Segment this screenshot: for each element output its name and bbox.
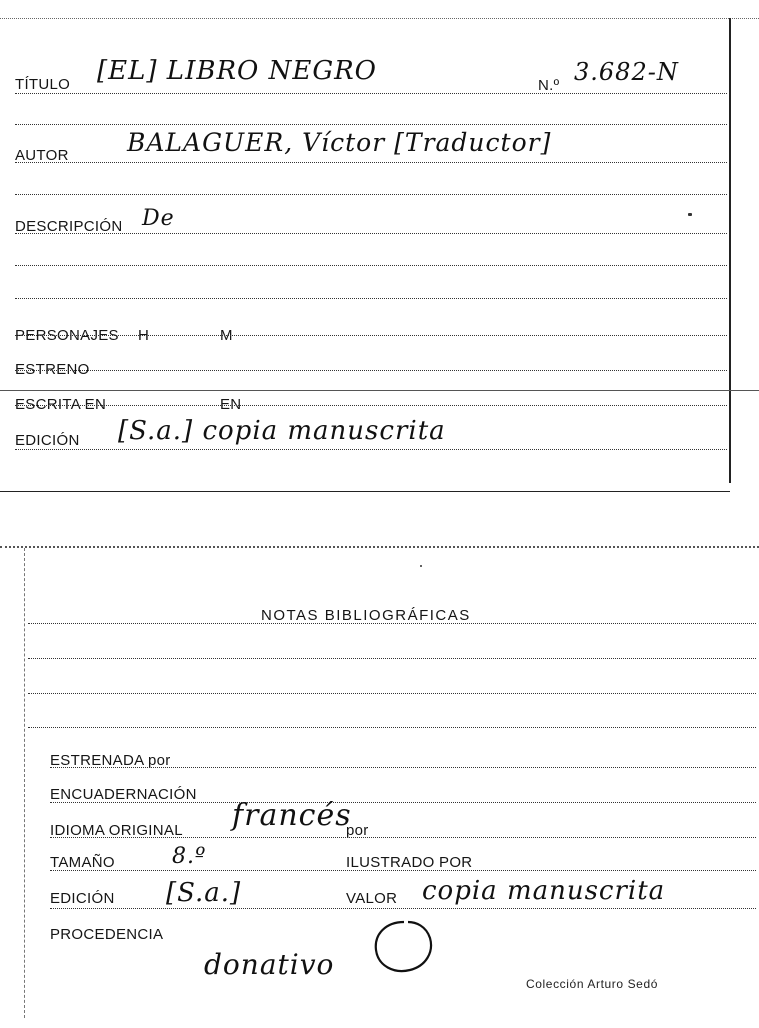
tamano-value: 8.º <box>172 844 207 869</box>
edicion-line <box>15 449 727 450</box>
personajes-label: PERSONAJES <box>15 327 119 344</box>
card-right-edge <box>729 18 731 483</box>
rule-line <box>15 298 727 299</box>
encuadernacion-label: ENCUADERNACIÓN <box>50 786 197 803</box>
rule-line <box>28 727 756 728</box>
autor-line <box>15 162 727 163</box>
tamano-label: TAMAÑO <box>50 854 115 871</box>
rule-line <box>15 124 727 125</box>
catalog-card-bottom <box>0 530 759 1028</box>
card-bottom-edge <box>0 491 730 492</box>
descripcion-line <box>15 233 727 234</box>
edicion-label: EDICIÓN <box>50 890 115 907</box>
personajes-h: H <box>138 327 150 344</box>
encuadernacion-line <box>50 802 756 803</box>
titulo-value: [EL] LIBRO NEGRO <box>97 56 377 86</box>
autor-label: AUTOR <box>15 147 69 164</box>
idioma-line <box>50 837 756 838</box>
rule-line <box>28 693 756 694</box>
card-top-edge <box>0 546 759 548</box>
edicion-line <box>50 908 756 909</box>
rule-line <box>15 265 727 266</box>
numero-label: N.º <box>538 77 560 94</box>
titulo-line <box>15 93 727 94</box>
estrenada-label: ESTRENADA por <box>50 752 171 769</box>
autor-value: BALAGUER, Víctor [Traductor] <box>127 128 552 157</box>
catalog-card-top <box>0 0 759 500</box>
personajes-m: M <box>220 327 233 344</box>
por-label: por <box>346 822 369 839</box>
edicion-value: [S.a.] copia manuscrita <box>118 416 446 446</box>
rule-line <box>28 658 756 659</box>
tamano-line <box>50 870 756 871</box>
descripcion-label: DESCRIPCIÓN <box>15 218 123 235</box>
ink-dot <box>688 213 692 216</box>
titulo-label: TÍTULO <box>15 76 71 93</box>
escrita-line <box>15 405 727 406</box>
card-left-edge <box>24 548 25 1018</box>
edicion-value: [S.a.] <box>166 878 242 908</box>
notas-label: NOTAS BIBLIOGRÁFICAS <box>261 607 471 624</box>
valor-label: VALOR <box>346 890 398 907</box>
estrenada-line <box>50 767 756 768</box>
escrita-en-label: ESCRITA EN <box>15 396 107 413</box>
card-top-edge <box>0 18 759 19</box>
notas-line <box>28 623 756 624</box>
descripcion-value: De <box>142 206 175 231</box>
edicion-label: EDICIÓN <box>15 432 80 449</box>
procedencia-label: PROCEDENCIA <box>50 926 164 943</box>
ink-dot <box>420 565 422 567</box>
procedencia-value: donativo <box>204 948 335 981</box>
fold-line <box>0 390 759 391</box>
idioma-label: IDIOMA ORIGINAL <box>50 822 183 839</box>
rule-line <box>15 194 727 195</box>
idioma-value: francés <box>232 798 352 833</box>
stamp-circle-icon <box>368 918 438 978</box>
estreno-line <box>15 370 727 371</box>
estreno-label: ESTRENO <box>15 361 90 378</box>
personajes-line <box>15 335 727 336</box>
footer-collection: Colección Arturo Sedó <box>526 977 659 991</box>
ilustrado-label: ILUSTRADO POR <box>346 854 473 871</box>
valor-value: copia manuscrita <box>422 876 666 906</box>
numero-value: 3.682-N <box>574 58 679 86</box>
escrita-en2-label: EN <box>220 396 242 413</box>
